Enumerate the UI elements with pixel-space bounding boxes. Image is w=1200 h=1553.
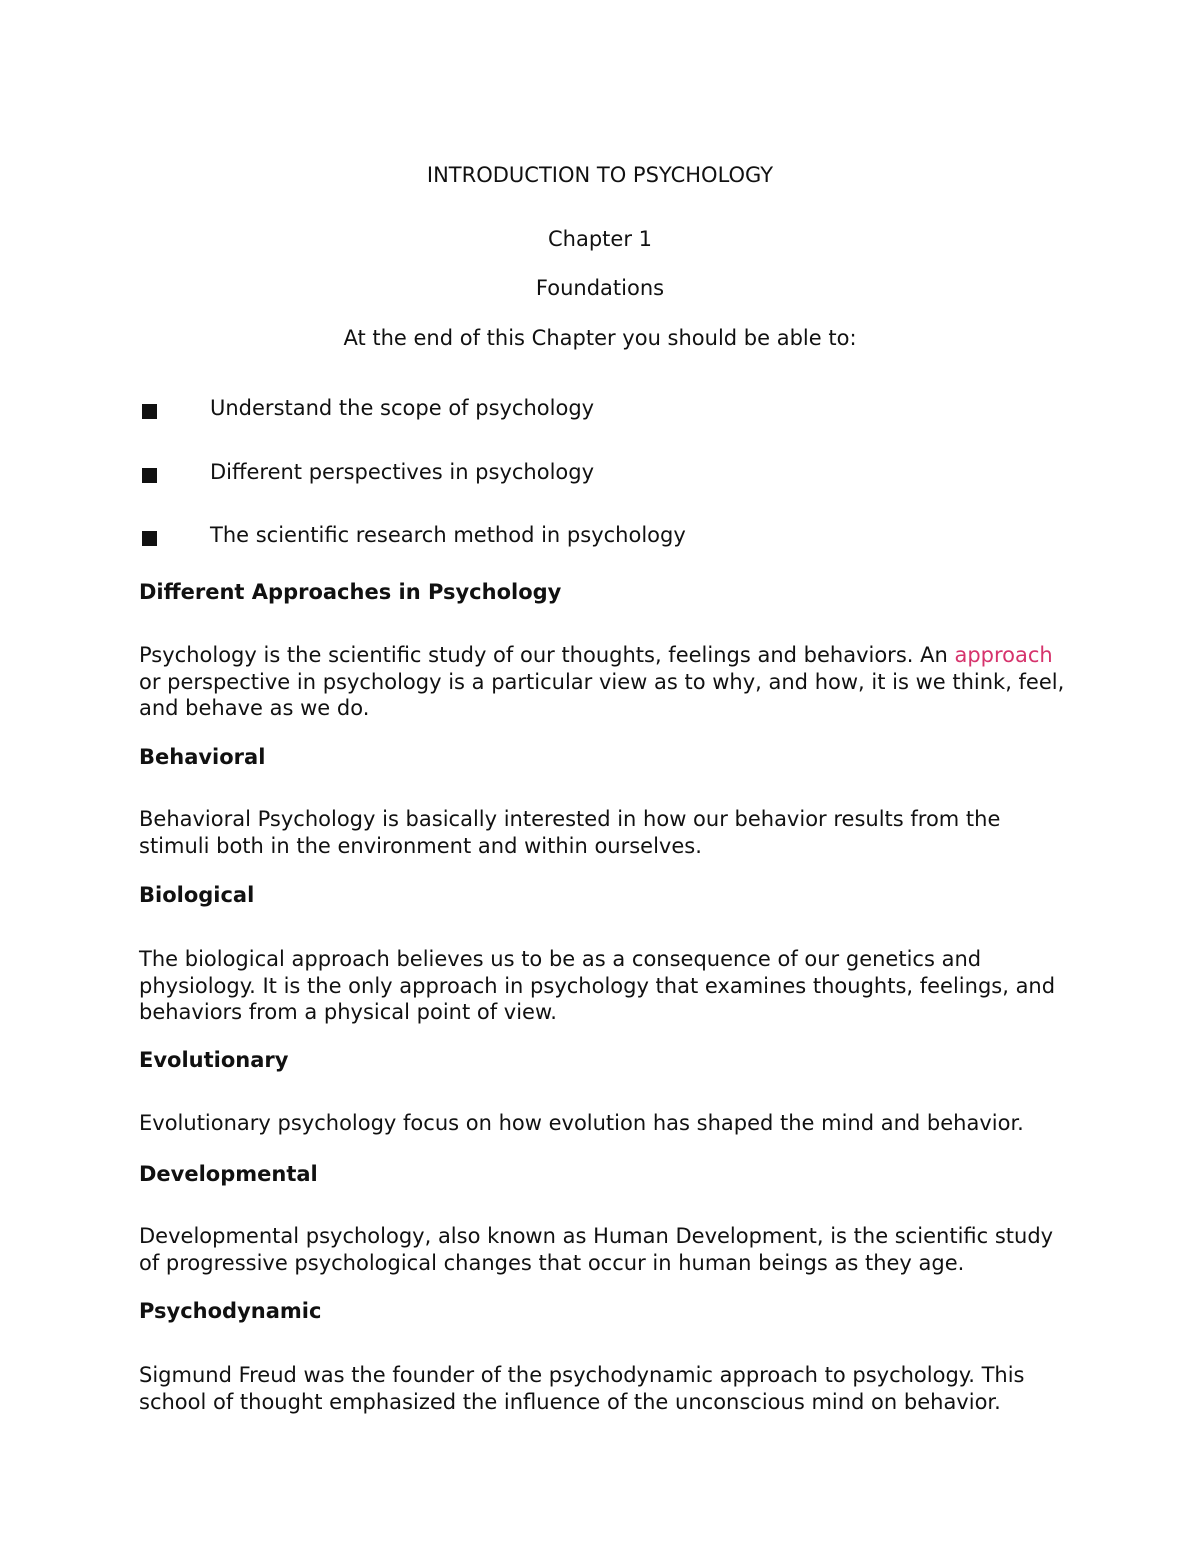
section-heading-behavioral: Behavioral: [139, 745, 266, 769]
square-bullet-icon: [142, 468, 157, 483]
section-heading-developmental: Developmental: [139, 1162, 318, 1186]
objective-text: Different perspectives in psychology: [210, 460, 595, 484]
approach-link[interactable]: approach: [954, 643, 1053, 667]
section-heading-psychodynamic: Psychodynamic: [139, 1299, 322, 1323]
objective-item: [0, 396, 1200, 426]
chapter-label: Chapter 1: [548, 227, 652, 251]
section-text-psychodynamic: Sigmund Freud was the founder of the psychodynamic approach to psychology. This school of thought emphasized the influence of the unconscious mind on behavior.: [139, 1363, 1025, 1414]
square-bullet-icon: [142, 404, 157, 419]
paragraph-text: Psychology is the scientific study of our thoughts, feelings and behaviors. An: [139, 643, 955, 667]
objective-text: The scientific research method in psychology: [210, 523, 686, 547]
objective-text: Understand the scope of psychology: [210, 396, 595, 420]
paragraph-text: or perspective in psychology is a particular view as to why, and how, it is we think, feel, and behave as we do.: [139, 669, 1065, 720]
section-text-behavioral: Behavioral Psychology is basically interested in how our behavior results from the stimuli both in the environment and within ourselves.: [139, 807, 1001, 858]
section-heading-biological: Biological: [139, 883, 255, 907]
objective-item: [0, 523, 1200, 553]
section-text-evolutionary: Evolutionary psychology focus on how evolution has shaped the mind and behavior.: [139, 1111, 1024, 1135]
document-title: INTRODUCTION TO PSYCHOLOGY: [426, 163, 774, 187]
section-heading-evolutionary: Evolutionary: [139, 1048, 289, 1072]
objectives-intro: At the end of this Chapter you should be able to:: [343, 326, 857, 350]
section-text-biological: The biological approach believes us to be as a consequence of our genetics and physiology. It is the only approach in psychology that examines thoughts, feelings, and behaviors from a physical point of view.: [139, 947, 1056, 1024]
section-heading-approaches: Different Approaches in Psychology: [139, 580, 562, 604]
objective-item: [0, 460, 1200, 490]
section-text-approaches: [139, 642, 1069, 722]
section-text-developmental: Developmental psychology, also known as Human Development, is the scientific study of progressive psychological changes that occur in human beings as they age.: [139, 1224, 1054, 1275]
chapter-subtitle: Foundations: [535, 276, 665, 300]
square-bullet-icon: [142, 531, 157, 546]
